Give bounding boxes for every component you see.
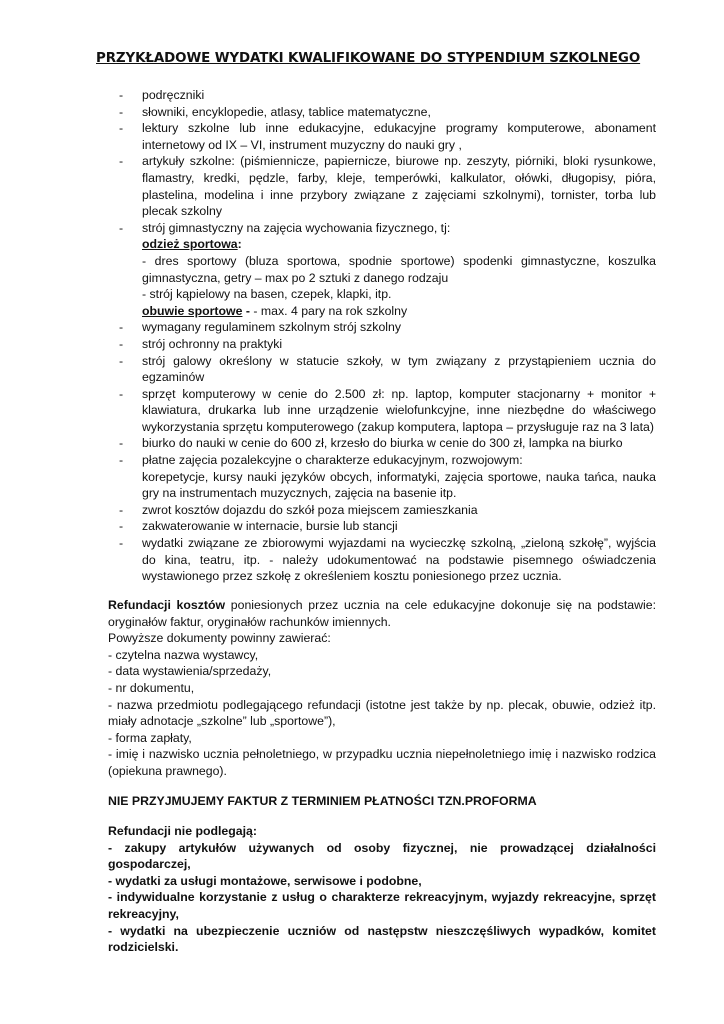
doc-requirement: - nr dokumentu, bbox=[108, 680, 195, 695]
list-item: - artykuły szkolne: (piśmiennicze, papiernicze, biurowe np. zeszyty, piórniki, bloki rysunkowe, flamastry, kredki, pędzle, farby, kleje, temperówki, kalkulator, ołówki, długopisy, pióra, plastelina, modelina i inne przybory związane z zajęciami szkolnymi), tornister, torba lub plecak szkolny bbox=[116, 153, 656, 219]
refund-section bbox=[108, 597, 656, 780]
list-item: - strój ochronny na praktyki bbox=[116, 336, 656, 353]
list-item: - biurko do nauki w cenie do 600 zł, krzesło do biurka w cenie do 300 zł, lampka na biurko bbox=[116, 435, 656, 452]
list-item: - strój galowy określony w statucie szkoły, w tym związany z przystąpieniem ucznia do egzaminów bbox=[116, 353, 656, 386]
clothing-heading: odzież sportowa bbox=[142, 237, 238, 252]
list-item: - podręczniki bbox=[116, 87, 656, 104]
list-item-extracurricular bbox=[116, 452, 656, 502]
clothing-colon: : bbox=[237, 237, 242, 252]
list-item: - lektury szkolne lub inne edukacyjne, edukacyjne programy komputerowe, abonament internetowy od IX – VI, instrument muzyczny do nauki gry , bbox=[116, 120, 656, 153]
shoes-text: - max. 4 pary na rok szkolny bbox=[249, 303, 408, 318]
swim-text: - strój kąpielowy na basen, czepek, klapki, itp. bbox=[142, 287, 392, 302]
list-item: - słowniki, encyklopedie, atlasy, tablice matematyczne, bbox=[116, 104, 656, 121]
doc-requirement: - data wystawienia/sprzedaży, bbox=[108, 664, 272, 679]
excluded-heading: Refundacji nie podlegają: bbox=[108, 824, 257, 838]
excluded-item: - indywidualne korzystanie z usług o charakterze rekreacyjnym, wyjazdy rekreacyjne, sprzęt rekreacyjny, bbox=[108, 890, 656, 921]
list-item-sportswear bbox=[116, 220, 656, 320]
doc-requirement: - czytelna nazwa wystawcy, bbox=[108, 647, 259, 662]
proforma-notice: NIE PRZYJMUJEMY FAKTUR Z TERMINIEM PŁATNOŚCI TZN.PROFORMA bbox=[108, 794, 537, 808]
sportswear-line: - strój gimnastyczny na zajęcia wychowania fizycznego, tj: bbox=[142, 220, 451, 235]
docs-intro: Powyższe dokumenty powinny zawierać: bbox=[108, 631, 331, 646]
list-item: - zakwaterowanie w internacie, bursie lub stancji bbox=[116, 518, 656, 535]
shoes-heading: obuwie sportowe bbox=[142, 303, 243, 318]
excluded-item: - wydatki za usługi montażowe, serwisowe i podobne, bbox=[108, 873, 422, 888]
excluded-item: - wydatki na ubezpieczenie uczniów od następstw nieszczęśliwych wypadków, komitet rodzicielski. bbox=[108, 923, 656, 955]
page-title: PRZYKŁADOWE WYDATKI KWALIFIKOWANE DO STYPENDIUM SZKOLNEGO bbox=[96, 51, 641, 66]
list-item: - wydatki związane ze zbiorowymi wyjazdami na wycieczkę szkolną, „zieloną szkołę”, wyjścia do kina, teatru, itp. - należy udokumentować na podstawie pisemnego oświadczenia wystawionego przez szkołę z określeniem kosztu poniesionego przez ucznia. bbox=[116, 535, 656, 585]
doc-requirement: - forma zapłaty, bbox=[108, 730, 192, 745]
clothing-text: - dres sportowy (bluza sportowa, spodnie sportowe) spodenki gimnastyczne, koszulka gimnastyczna, getry – max po 2 sztuki z danego rodzaju bbox=[142, 253, 656, 285]
eligible-expenses-list bbox=[116, 87, 656, 585]
extracurricular-line2: korepetycje, kursy nauki języków obcych, informatyki, zajęcia sportowe, nauka tańca, nauka gry na instrumentach muzycznych, zajęcia na basenie itp. bbox=[142, 469, 656, 501]
clothing-heading-line bbox=[142, 236, 656, 253]
doc-requirement: - nazwa przedmiotu podlegającego refundacji (istotne jest także by np. plecak, obuwie, odzież itp. miały adnotacje „szkolne” lub „sportowe”), bbox=[108, 697, 656, 729]
excluded-item: - zakupy artykułów używanych od osoby fizycznej, nie prowadzącej działalności gospodarczej, bbox=[108, 840, 656, 872]
list-item: - sprzęt komputerowy w cenie do 2.500 zł: np. laptop, komputer stacjonarny + monitor + klawiatura, drukarka lub inne urządzenie wielofunkcyjne, inne niezbędne do właściwego wykorzystania sprzętu komputerowego (zakup komputera, laptopa – przysługuje raz na 3 lata) bbox=[116, 386, 656, 436]
refund-lead-bold: Refundacji kosztów bbox=[108, 598, 226, 612]
refund-lead bbox=[108, 597, 656, 630]
excluded-section bbox=[108, 823, 656, 956]
list-item: - wymagany regulaminem szkolnym strój szkolny bbox=[116, 319, 656, 336]
doc-requirement: - imię i nazwisko ucznia pełnoletniego, w przypadku ucznia niepełnoletniego imię i nazwisko rodzica (opiekuna prawnego). bbox=[108, 747, 656, 778]
shoes-line: obuwie sportowe - - max. 4 pary na rok szkolny bbox=[142, 303, 408, 318]
extracurricular-line1: - płatne zajęcia pozalekcyjne o charakterze edukacyjnym, rozwojowym: bbox=[142, 453, 523, 468]
refund-lead-text: poniesionych przez ucznia na cele edukacyjne dokonuje się na podstawie: oryginałów faktur, oryginałów rachunków imiennych. bbox=[108, 598, 656, 629]
list-item: - zwrot kosztów dojazdu do szkół poza miejscem zamieszkania bbox=[116, 502, 656, 519]
